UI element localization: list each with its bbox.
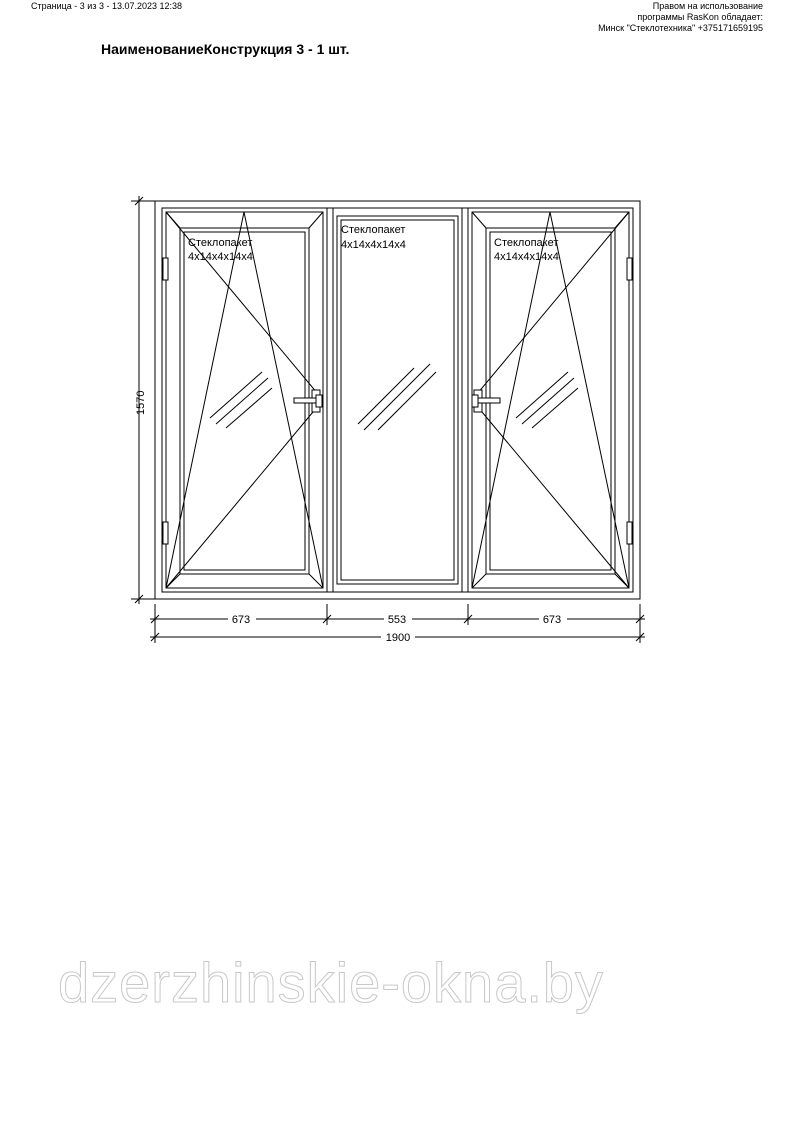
rights-line-3: Минск "Стеклотехника" +375171659195: [598, 23, 763, 33]
center-fixed-pane: [337, 216, 458, 584]
glass-right-line2: 4x14x4x14x4: [494, 251, 559, 263]
page-info: Страница - 3 из 3 - 13.07.2023 12:38: [31, 1, 183, 11]
width-left-label: 673: [231, 614, 251, 626]
title-value: Конструкция 3 - 1 шт.: [203, 41, 350, 57]
glass-left-line2: 4x14x4x14x4: [188, 251, 253, 263]
title-label: Наименование: [101, 41, 204, 57]
rights-line-1: Правом на использование: [652, 1, 763, 11]
height-label: 1570: [135, 390, 147, 415]
glass-center-line1: Стеклопакет: [341, 224, 406, 236]
watermark: dzerzhinskie-okna.by: [58, 951, 605, 1014]
hinge-right-bottom: [627, 522, 632, 544]
width-center-label: 553: [387, 614, 407, 626]
hinge-left-bottom: [163, 522, 168, 544]
glass-right-line1: Стеклопакет: [494, 237, 559, 249]
glass-left-line1: Стеклопакет: [188, 237, 253, 249]
handle-left: [294, 390, 322, 412]
hinge-left-top: [163, 258, 168, 280]
glass-center-line2: 4x14x4x14x4: [341, 239, 406, 251]
rights-line-2: программы RasKon обладает:: [637, 12, 763, 22]
width-right-label: 673: [542, 614, 562, 626]
width-total-label: 1900: [385, 632, 411, 644]
hinge-right-top: [627, 258, 632, 280]
